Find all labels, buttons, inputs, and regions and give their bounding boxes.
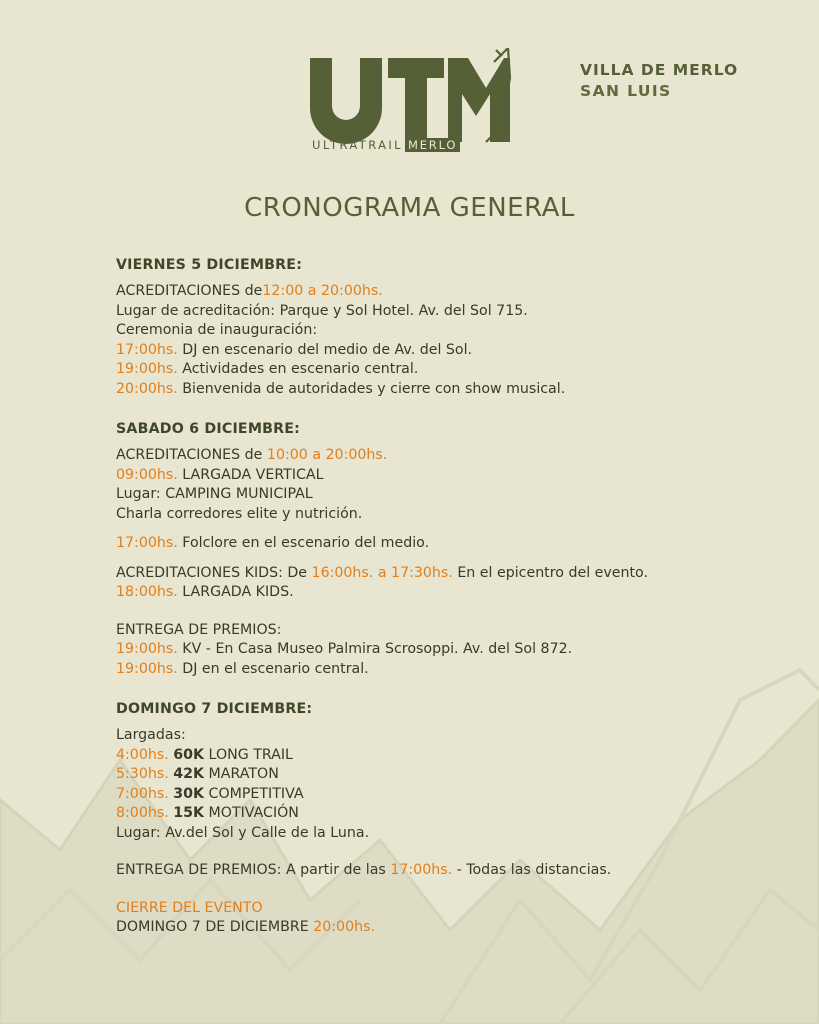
domingo-race-42k (116, 765, 796, 785)
race-name: MOTIVACIÓN (204, 805, 299, 821)
sabado-premios: ENTREGA DE PREMIOS: (116, 621, 282, 638)
viernes-acred-time: 12:00 a 20:00hs. (262, 283, 383, 299)
domingo-premios (116, 861, 796, 881)
location-city: VILLA DE MERLO (580, 61, 739, 79)
viernes-acred-label: ACREDITACIONES de (116, 283, 263, 299)
race-time: 8:00hs. (116, 805, 169, 821)
sabado-acreditaciones-kids (116, 564, 796, 584)
viernes-event-3-text: Bienvenida de autoridades y cierre con show musical. (177, 380, 566, 397)
sabado-kids-run-text: LARGADA KIDS. (177, 584, 294, 600)
domingo-race-60k (116, 746, 796, 766)
domingo-lugar: Lugar: Av.del Sol y Calle de la Luna. (116, 824, 370, 841)
viernes-ceremonia: Ceremonia de inauguración: (116, 322, 318, 338)
sabado-premio-1-time: 19:00hs. (116, 641, 178, 657)
cierre-date-text: DOMINGO 7 DE DICIEMBRE (116, 919, 314, 935)
sabado-acred-label: ACREDITACIONES de (116, 447, 267, 463)
logo-subtitle (312, 138, 460, 152)
sabado-folclore-time: 17:00hs. (116, 535, 178, 551)
sabado-premio-2-time: 19:00hs. (116, 660, 178, 677)
viernes-event-3-time: 20:00hs. (116, 380, 178, 397)
logo-subtitle-prefix: ULTRATRAIL (312, 138, 403, 152)
race-time: 5:30hs. (116, 766, 169, 782)
sabado-premio-2-text: DJ en el escenario central. (177, 660, 369, 677)
viernes-event-1-text: DJ en escenario del medio de Av. del Sol. (177, 341, 473, 358)
sabado-largada-vertical (116, 466, 796, 486)
cierre-date (116, 918, 796, 938)
domingo-premios-text: - Todas las distancias. (452, 862, 612, 878)
schedule-content (116, 255, 796, 938)
sabado-kids-text: En el epicentro del evento. (452, 564, 648, 581)
race-name: MARATON (204, 766, 279, 782)
location-province: SAN LUIS (580, 82, 672, 100)
sabado-charla: Charla corredores elite y nutrición. (116, 505, 363, 522)
race-distance: 60K (173, 746, 205, 763)
domingo-race-30k (116, 785, 796, 805)
domingo-race-15k (116, 804, 796, 824)
sabado-folclore (116, 534, 796, 554)
viernes-event-2-time: 19:00hs. (116, 361, 178, 377)
race-distance: 30K (173, 785, 205, 802)
sabado-kids-time: 16:00hs. a 17:30hs. (311, 564, 453, 581)
cierre-time: 20:00hs. (313, 919, 375, 935)
race-distance: 42K (173, 766, 205, 782)
sabado-kids-label: ACREDITACIONES KIDS: De (116, 564, 312, 581)
cierre-label: CIERRE DEL EVENTO (116, 899, 263, 916)
sabado-vertical-time: 09:00hs. (116, 466, 178, 483)
race-time: 4:00hs. (116, 746, 169, 763)
sabado-kids-run-time: 18:00hs. (116, 584, 178, 600)
viernes-event-1-time: 17:00hs. (116, 341, 178, 358)
race-name: LONG TRAIL (204, 746, 293, 763)
sabado-acred-time: 10:00 a 20:00hs. (266, 447, 388, 463)
day-heading-viernes: VIERNES 5 DICIEMBRE: (116, 257, 303, 273)
domingo-largadas: Largadas: (116, 727, 186, 743)
domingo-premios-label: ENTREGA DE PREMIOS: A partir de las (116, 862, 391, 878)
viernes-event-1 (116, 341, 796, 361)
domingo-premios-time: 17:00hs. (390, 862, 453, 878)
sabado-premio-1-text: KV - En Casa Museo Palmira Scrosoppi. Av. del Sol 872. (177, 641, 573, 657)
viernes-event-2 (116, 360, 796, 380)
day-heading-sabado: SABADO 6 DICIEMBRE: (116, 421, 301, 437)
day-heading-domingo: DOMINGO 7 DICIEMBRE: (116, 701, 313, 717)
sabado-folclore-text: Folclore en el escenario del medio. (177, 535, 430, 551)
race-distance: 15K (173, 805, 205, 821)
race-time: 7:00hs. (116, 785, 169, 802)
sabado-acreditaciones (116, 446, 796, 466)
location-block (580, 60, 738, 102)
race-name: COMPETITIVA (204, 785, 304, 802)
viernes-lugar: Lugar de acreditación: Parque y Sol Hotel. Av. del Sol 715. (116, 302, 528, 319)
sabado-vertical-lugar: Lugar: CAMPING MUNICIPAL (116, 486, 313, 502)
sabado-largada-kids (116, 583, 796, 603)
sabado-premio-1 (116, 640, 796, 660)
sabado-vertical-text: LARGADA VERTICAL (177, 466, 324, 483)
page-title: CRONOGRAMA GENERAL (244, 193, 575, 223)
logo-subtitle-tag: MERLO (405, 138, 460, 152)
viernes-event-3 (116, 380, 796, 400)
viernes-acreditaciones (116, 282, 796, 302)
viernes-event-2-text: Actividades en escenario central. (177, 361, 419, 377)
sabado-premio-2 (116, 660, 796, 680)
